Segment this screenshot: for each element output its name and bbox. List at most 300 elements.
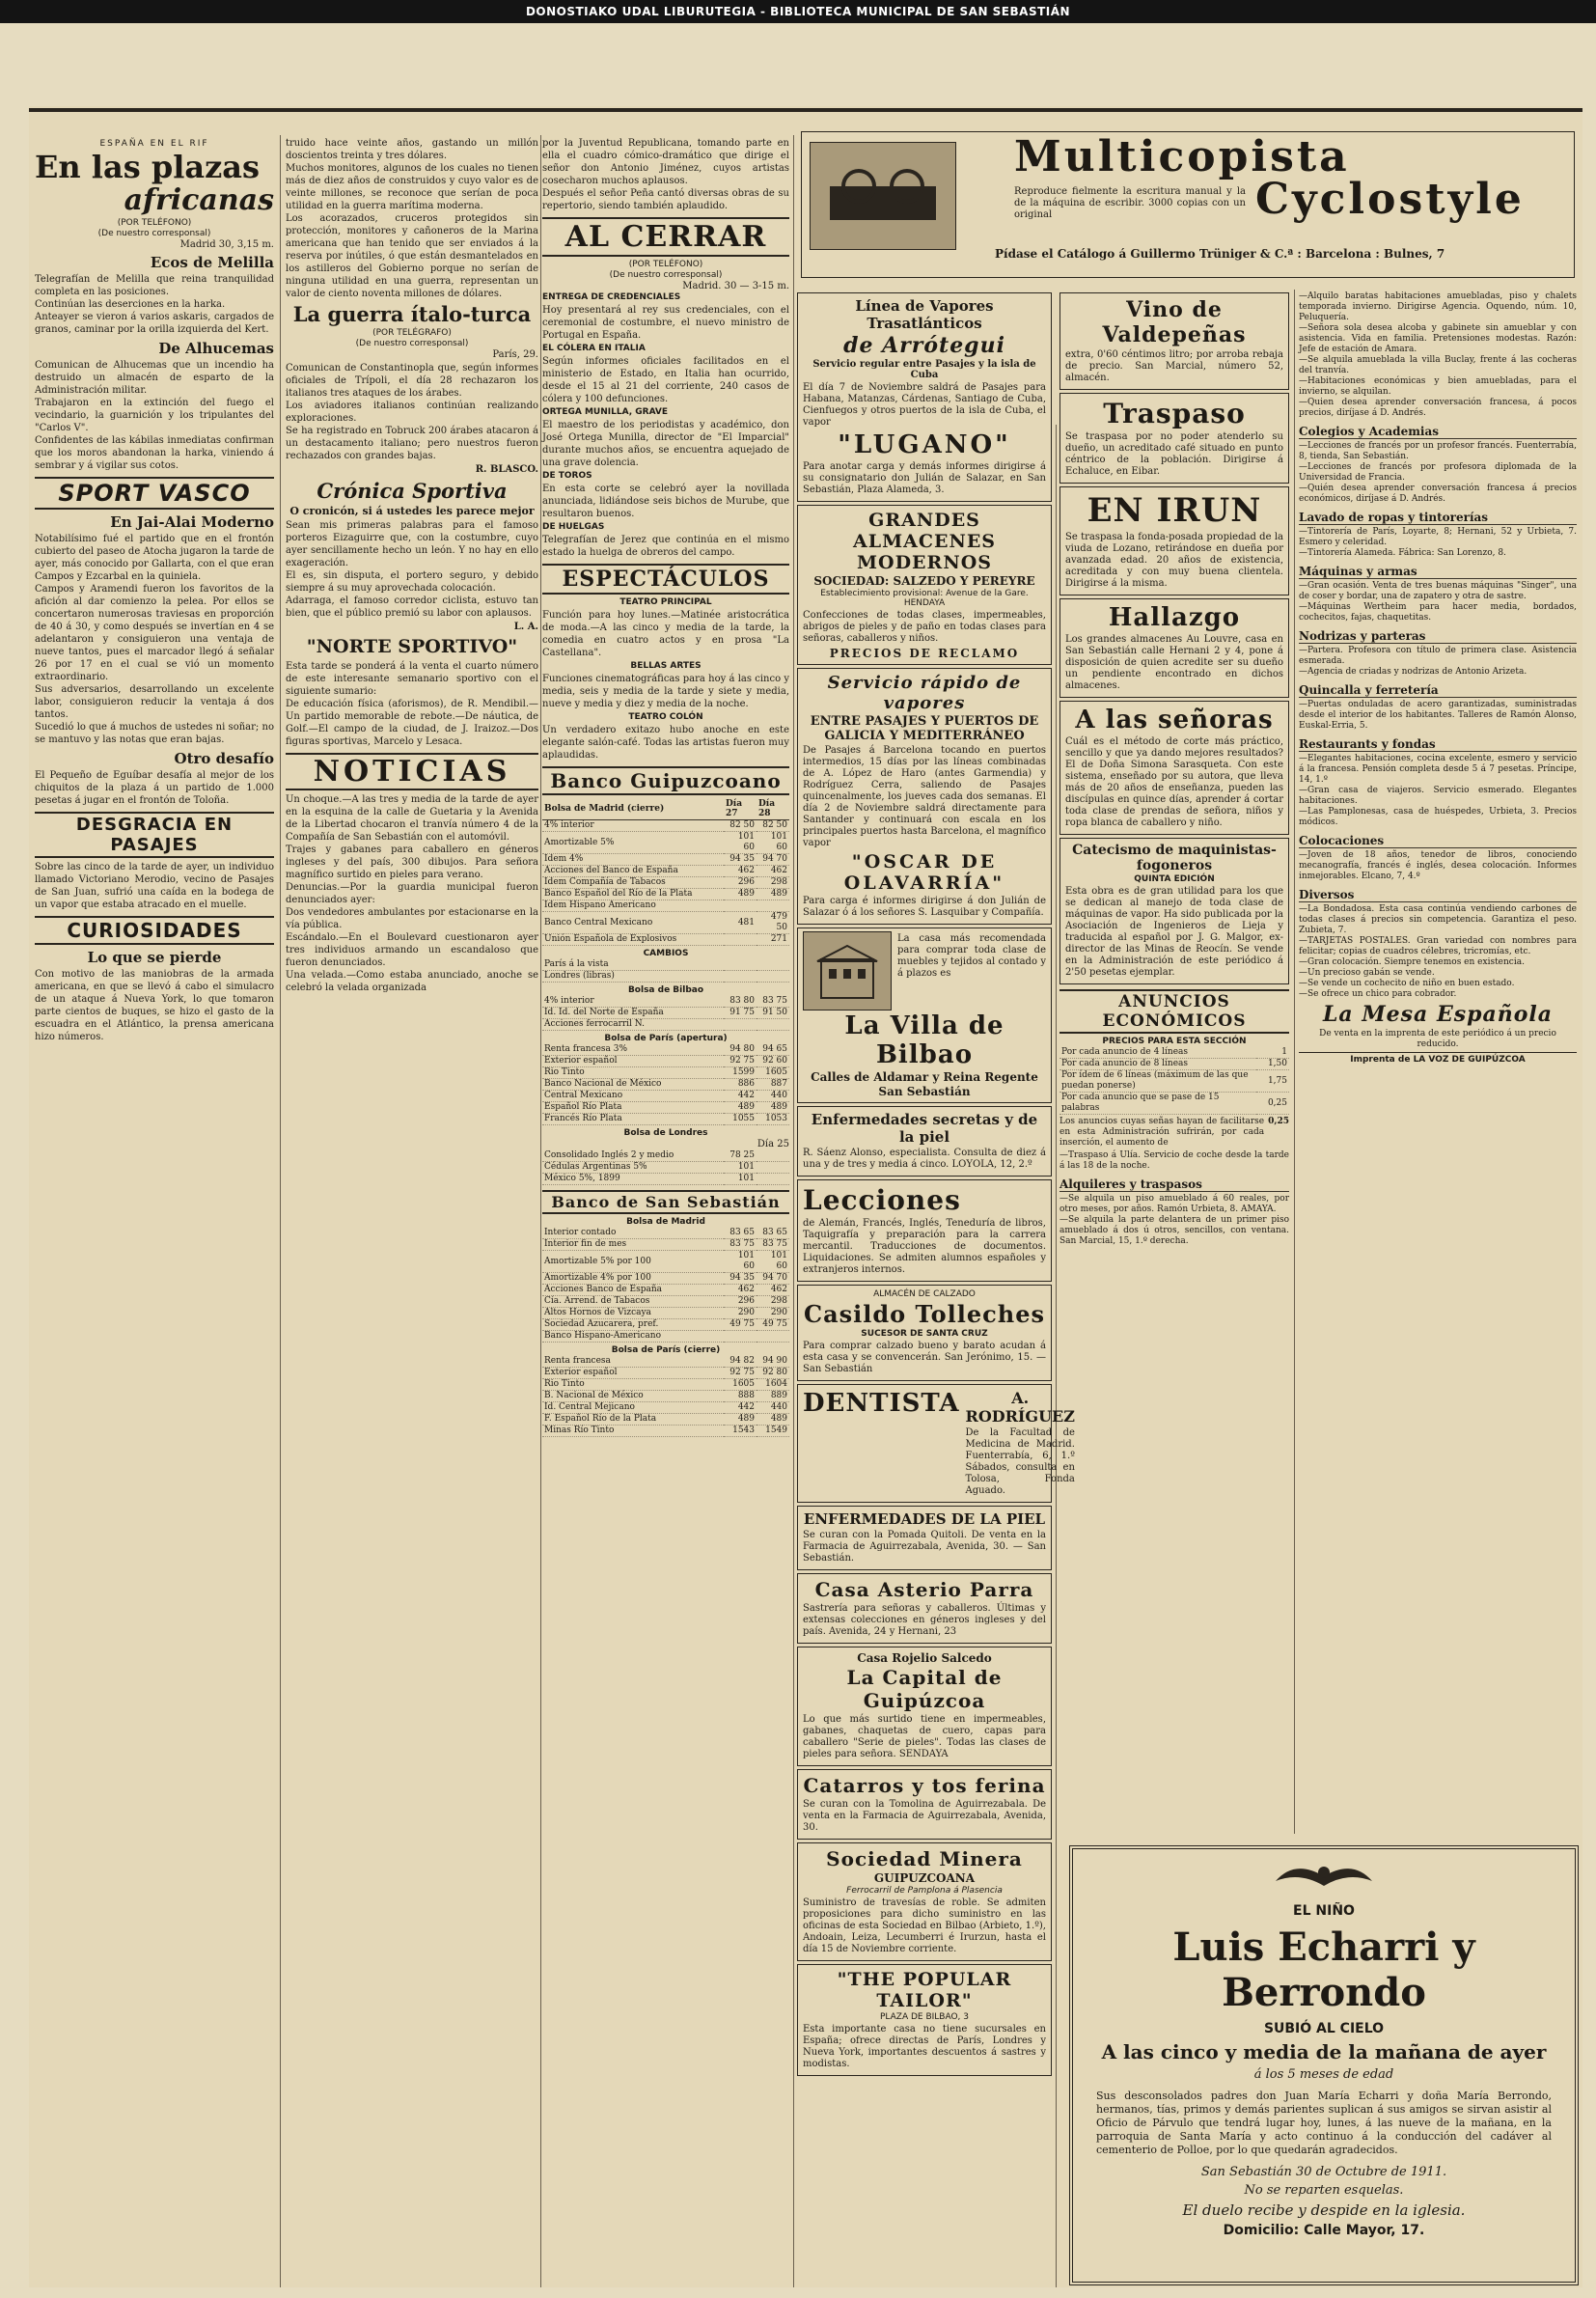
classified-text: De venta en la imprenta de este periódico á un precio reducido. xyxy=(1319,1029,1556,1049)
category-colegios: Colegios y Academias xyxy=(1299,425,1577,439)
table-cell-value: 94 80 xyxy=(724,1044,757,1056)
obituary-line: A las cinco y media de la mañana de ayer xyxy=(1101,2040,1547,2063)
table-cell-label: Por cada anuncio de 8 líneas xyxy=(1059,1059,1256,1070)
ad-title: La Mesa Española xyxy=(1322,1002,1554,1027)
table-cell-value xyxy=(757,959,789,971)
column-1 xyxy=(35,135,274,2287)
prices-note-text: Los anuncios cuyas señas hayan de facilitarse en esta Administración sufrirán, por cada inserción, el aumento de xyxy=(1059,1117,1265,1148)
table-cell-value xyxy=(757,1150,789,1162)
article-text: El maestro de los periodistas y académico, don José Ortega Munilla, director de "El Imparcial" durante muchos años, se encuentra aquejado de una grave dolencia. xyxy=(542,420,789,468)
table-cell-label: Idem Compañía de Tabacos xyxy=(542,877,724,889)
ad-text: De Pasajes á Barcelona tocando en puertos intermedios, 15 días por las líneas combinadas de A. López de Haro (antes Garmendia) y Rodríguez Cerra, saliendo de Pasajes quincenalmente, los jueves cada dos semanas. El día 2 de Noviembre saldrá directamente para Santander y continuará con escala en los principales puertos hasta Barcelona, el magnífico vapor xyxy=(803,745,1046,848)
table-cell-label: Amortizable 5% por 100 xyxy=(542,1251,724,1273)
ad-text: extra, 0'60 céntimos litro; por arroba rebaja de precio. San Marcial, número 52, almacén. xyxy=(1065,349,1283,383)
table-row xyxy=(542,1356,789,1368)
byline: (POR TELÉGRAFO) xyxy=(372,328,452,338)
ad-text: Se traspasa por no poder atenderlo su dueño, un acreditado café situado en punto céntrico de la población. Dirigirse á Echaluce, en Eibar. xyxy=(1065,431,1283,477)
table-cell-value: 1605 xyxy=(724,1379,757,1391)
table-cell-value: 1053 xyxy=(757,1114,789,1125)
table-row xyxy=(542,1319,789,1331)
headline-guerra: La guerra ítalo-turca xyxy=(292,302,532,326)
ad-text: Suministro de travesías de roble. Se admiten proposiciones para dicho suministro en las oficinas de esta Sociedad en Bilbao (Arbieto, 1.º), Andoain, Leiza, Lecumberri é Irurzun, hasta el día 15 de Noviembre corriente. xyxy=(803,1897,1046,1954)
table-cell-value: 489 xyxy=(757,1414,789,1426)
table-header: Día 27 xyxy=(724,798,757,820)
table-cell-value xyxy=(757,1174,789,1185)
table-cell-value: 101 xyxy=(724,1174,757,1185)
ad-text: Se curan con la Tomolina de Aguirrezabala. De venta en la Farmacia de Aguirrezabala, Avenida, 30. xyxy=(803,1799,1046,1833)
table-cell-value: 82 50 xyxy=(724,820,757,832)
section-title-curiosidades: CURIOSIDADES xyxy=(35,916,274,945)
table-row xyxy=(1059,1093,1289,1115)
table-cell-label: Acciones del Banco de España xyxy=(542,866,724,877)
table-cell-value: 290 xyxy=(724,1308,757,1319)
table-cell-value: 886 xyxy=(724,1079,757,1091)
table-cell-label: Idem 4% xyxy=(542,854,724,866)
table-cell-value: 83 65 xyxy=(724,1228,757,1239)
ad-valdepenas xyxy=(1059,292,1289,390)
table-cell-label: Exterior español xyxy=(542,1368,724,1379)
cronica-subtitle: O cronicón, si á ustedes les parece mejor xyxy=(289,505,535,517)
ad-footer: PRECIOS DE RECLAMO xyxy=(829,647,1020,660)
banco-guipuzcoano-title: Banco Guipuzcoano xyxy=(542,766,789,795)
stock-table-bilbao xyxy=(542,996,789,1031)
table-cell-value: 440 xyxy=(757,1402,789,1414)
table-row xyxy=(542,1114,789,1125)
table-cell-label: Francés Río Plata xyxy=(542,1114,724,1125)
subheading: Bolsa de Madrid xyxy=(626,1217,705,1227)
duplicator-machine-icon xyxy=(820,157,946,235)
table-cell-value: 92 80 xyxy=(757,1368,789,1379)
table-cell-value: 92 75 xyxy=(724,1368,757,1379)
article-text: Un verdadero exitazo hubo anoche en este elegante salón-café. Todas las artistas fueron muy aplaudidas. xyxy=(542,725,789,761)
section-title-al-cerrar: AL CERRAR xyxy=(542,217,789,257)
table-cell-label: Consolidado Inglés 2 y medio xyxy=(542,1150,724,1162)
table-row xyxy=(542,1174,789,1185)
table-cell-value: 296 xyxy=(724,877,757,889)
table-cell-value: 91 75 xyxy=(724,1008,757,1019)
table-cell-value: 94 35 xyxy=(724,1273,757,1285)
ad-enfermedades-piel xyxy=(797,1506,1052,1570)
ad-title: Casildo Tolleches xyxy=(803,1300,1045,1328)
byline-2: (De nuestro corresponsal) xyxy=(609,270,723,280)
ad-capital-guipuzcoa xyxy=(797,1647,1052,1766)
table-row xyxy=(542,1426,789,1437)
subheading-melilla: Ecos de Melilla xyxy=(150,254,274,271)
table-cell-label: Amortizable 4% por 100 xyxy=(542,1273,724,1285)
table-row xyxy=(542,1414,789,1426)
headline-norte-sportivo: "NORTE SPORTIVO" xyxy=(306,636,518,657)
table-cell-value: 462 xyxy=(757,1285,789,1296)
column-2 xyxy=(286,135,538,2287)
category-lavado: Lavado de ropas y tintorerías xyxy=(1299,511,1577,525)
ad-title: La Villa de Bilbao xyxy=(844,1011,1004,1069)
ad-subtitle: ENTRE PASAJES Y PUERTOS DE GALICIA Y MEDITERRÁNEO xyxy=(810,714,1039,743)
subheading-lo-que-se-pierde: Lo que se pierde xyxy=(87,949,222,966)
table-cell-value: 442 xyxy=(724,1402,757,1414)
ad-title: Enfermedades secretas y de la piel xyxy=(811,1111,1038,1146)
table-cell-value: 83 75 xyxy=(724,1239,757,1251)
table-row xyxy=(542,1239,789,1251)
table-cell-value: 489 xyxy=(724,889,757,900)
ad-sociedad-minera xyxy=(797,1842,1052,1961)
table-cell-value: 1543 xyxy=(724,1426,757,1437)
table-row xyxy=(542,854,789,866)
table-cell-value: 94 70 xyxy=(757,1273,789,1285)
subheading: PRECIOS PARA ESTA SECCIÓN xyxy=(1102,1037,1247,1046)
table-cell-value: 1604 xyxy=(757,1379,789,1391)
table-cell-value: 1,75 xyxy=(1256,1070,1289,1093)
table-cell-label: Español Río Plata xyxy=(542,1102,724,1114)
table-row xyxy=(542,832,789,854)
table-row xyxy=(542,959,789,971)
ad-calzado xyxy=(797,1285,1052,1381)
ad-asterio-parra xyxy=(797,1573,1052,1644)
table-cell-value: 1605 xyxy=(757,1067,789,1079)
ad-heading: Línea de Vapores Trasatlánticos xyxy=(855,297,994,332)
table-cell-value: 94 82 xyxy=(724,1356,757,1368)
section-kicker: ESPAÑA EN EL RIF xyxy=(99,139,209,149)
subheading: TEATRO PRINCIPAL xyxy=(619,597,712,607)
stock-table-paris xyxy=(542,1044,789,1125)
table-cell-value: 49 75 xyxy=(757,1319,789,1331)
ad-kicker: ALMACÉN DE CALZADO xyxy=(873,1289,976,1299)
article-text: Un choque.—A las tres y media de la tarde de ayer en la esquina de la calle de Guetaria y la Avenida de la Libertad chocaron el tranvía número 4 de la Compañía de San Sebastián con el automóvil. Trajes y gabanes para caballero en géneros ingleses y del país, 300 dibujos. Para señora magnífico surtido en pieles para verano. Denuncias.—Por la guardia municipal fueron denunciados ayer: Dos vendedores ambulantes por estacionarse en la vía pública. Escándalo.—En el Boulevard cuestionaron ayer tres individuos armando un escandaloso que fueron denunciados. Una velada.—Como estaba anunciado, anoche se celebró la velada organizada xyxy=(286,794,538,993)
table-cell-value: 1 xyxy=(1256,1047,1289,1059)
ad-popular-tailor xyxy=(797,1964,1052,2076)
stock-table-ss-paris xyxy=(542,1356,789,1437)
table-row xyxy=(542,1228,789,1239)
obituary-text: Sus desconsolados padres don Juan María Echarri y doña María Berrondo, hermanos, tías, primos y demás parientes suplican á sus amigos se sirvan asistir al Oficio de Párvulo que tendrá lugar hoy, lunes, á las nueve de la mañana, en la parroquia de Santa María y acto continuo á la conducción del cadáver al cementerio de Polloe, por lo que quedarán agradecidos. xyxy=(1096,2090,1552,2156)
ad-text: Para anotar carga y demás informes dirigirse á su consignatario don Julián de Salazar, en San Sebastián, Plaza Alameda, 3. xyxy=(803,461,1046,495)
table-cell-value xyxy=(724,1019,757,1031)
subheading: Bolsa de París (apertura) xyxy=(604,1034,728,1043)
table-row xyxy=(542,820,789,832)
table-header: Día 28 xyxy=(757,798,789,820)
ad-text: de Alemán, Francés, Inglés, Teneduría de libros, Taquigrafía y preparación para la carrera mercantil. Traducciones de documentos. Liquidaciones. Se admiten alumnos españoles y extranjeros internos. xyxy=(803,1218,1046,1275)
article-text: En esta corte se celebró ayer la novillada anunciada, lidiándose seis bichos de Murube, que resultaron buenos. xyxy=(542,484,789,519)
table-row xyxy=(542,912,789,934)
table-row xyxy=(542,1331,789,1343)
article-text: Esta tarde se ponderá á la venta el cuarto número de este interesante semanario sportivo con el siguiente sumario: De educación física (aforismos), de R. Mendibil.—Un partido memorable de rebote.—De náutica, de Golf.—El campo de la ciudad, de J. Iraizoz.—Dos figuras sportivas, Marcelo y Lesaca. xyxy=(286,661,538,747)
table-row xyxy=(542,1391,789,1402)
category-diversos: Diversos xyxy=(1299,888,1577,902)
table-cell-value: 440 xyxy=(757,1091,789,1102)
table-cell-value: 94 90 xyxy=(757,1356,789,1368)
category-alquileres: Alquileres y traspasos xyxy=(1059,1177,1289,1192)
table-cell-label: Unión Española de Explosivos xyxy=(542,934,724,946)
table-row xyxy=(542,1091,789,1102)
table-cell-value: 92 60 xyxy=(757,1056,789,1067)
table-cell-label: Banco Español del Río de la Plata xyxy=(542,889,724,900)
headline-cronica: Crónica Sportiva xyxy=(316,479,508,503)
top-rule xyxy=(29,108,1582,112)
table-cell-value: 489 xyxy=(724,1102,757,1114)
table-cell-value xyxy=(757,900,789,912)
subheading: Bolsa de Bilbao xyxy=(627,985,704,995)
category-restaurants: Restaurants y fondas xyxy=(1299,737,1577,752)
article-text: Sean mis primeras palabras para el famoso porteros Eizaguirre que, con la costumbre, cuyo ayer sencillamente hecho un león. Y no hay en ello exageración. El es, sin disputa, el portero seguro, y debido siempre á su muy aprovechada colocación. Adarraga, el famoso corredor ciclista, estuvo tan bien, que el público premió su labor con aplausos. xyxy=(286,520,538,619)
exchange-table xyxy=(542,959,789,983)
table-cell-value: 462 xyxy=(724,1285,757,1296)
ad-text: Cuál es el método de corte más práctico, sencillo y que ya dando mejores resultados? El de Doña Simona Sarasqueta. Con este sistema, enseñado por su autora, que lleva más de 20 años de enseñanza, pueden las discípulas en quince días, aprender á cortar toda clase de prendas de señora, niños y ropa blanca de caballero y niño. xyxy=(1065,736,1283,828)
ad-subtitle: QUINTA EDICIÓN xyxy=(1134,874,1215,884)
table-date-label: Día 25 xyxy=(757,1139,789,1149)
imprint: Imprenta de LA VOZ DE GUIPÚZCOA xyxy=(1299,1052,1577,1065)
table-cell-label: Cía. Arrend. de Tabacos xyxy=(542,1296,724,1308)
subheading: Bolsa de París (cierre) xyxy=(611,1345,721,1355)
article-text: truido hace veinte años, gastando un millón doscientos treinta y tres dólares. Muchos monitores, algunos de los cuales no tienen más de diez años de construidos y cuyo valor es de veinte millones, se reconoce que serían de poca utilidad en la guerra marítima moderna. Los acorazados, cruceros protegidos sin protección, monitores y cañoneros de la Marina americana que han tenido que ser enviados á la reserva por inútiles, ó que están desmantelados en los astilleros del Gobierno porque no serían de ninguna utilidad en una guerra, representan un valor de ciento noventa millones de dólares. xyxy=(286,138,538,299)
ad-subtitle: SUCESOR DE SANTA CRUZ xyxy=(861,1329,988,1339)
table-cell-value: 1599 xyxy=(724,1067,757,1079)
table-row xyxy=(1059,1070,1289,1093)
table-cell-value: 94 35 xyxy=(724,854,757,866)
category-maquinas: Máquinas y armas xyxy=(1299,565,1577,579)
column-6 xyxy=(1299,290,1577,1834)
table-cell-label: Id. Id. del Norte de España xyxy=(542,1008,724,1019)
table-cell-label: México 5%, 1899 xyxy=(542,1174,724,1185)
table-cell-value: 290 xyxy=(757,1308,789,1319)
table-cell-label: B. Nacional de México xyxy=(542,1391,724,1402)
ad-text: Los grandes almacenes Au Louvre, casa en San Sebastián calle Hernani 2 y 4, pone á disposición de quien acredite ser su dueño un pendiente encontrado en dichos almacenes. xyxy=(1065,634,1283,691)
stock-table-madrid xyxy=(542,798,789,946)
ad-linea-vapores xyxy=(797,292,1052,502)
duplicator-illustration xyxy=(810,142,956,250)
ad-text: Lo que más surtido tiene en impermeables, gabanes, chaquetas de cuero, capas para caballero "Serie de pieles". Todas las clases de pieles para señora. SENDAYA xyxy=(803,1714,1046,1759)
subheading-alhucemas: De Alhucemas xyxy=(158,340,274,357)
article-text: Notabilísimo fué el partido que en el frontón cubierto del paseo de Atocha jugaron la tarde de ayer, más conocido por Gallarta, con el que eran Campos y Ezcarbal en la quiniela. Campos y Aramendi fueron los favoritos de la afición al dar comienzo la pelea. Por ellos se concertaron numerosas traviesas en proporción de 40 á 30, y como después se invertían en 4 se adelantaron y consiguieron una ventaja de nueve tantos, pues el marcador llegó á señalar 26 por 17 en el cual se vió un momento extraordinario. Sus adversarios, desarrollando un excelente labor, consiguieron reducir la ventaja á dos tantos. Sucedió lo que á muchos de ustedes ni soñar; no se mantuvo y las notas que eran bajas. xyxy=(35,534,274,745)
table-cell-value xyxy=(757,1162,789,1174)
subheading-otro-desafio: Otro desafío xyxy=(174,750,274,767)
table-cell-label: 4% interior xyxy=(542,820,724,832)
table-row xyxy=(542,1162,789,1174)
table-row xyxy=(542,1056,789,1067)
table-row xyxy=(542,1285,789,1296)
section-title-anuncios: ANUNCIOS ECONÓMICOS xyxy=(1059,989,1289,1034)
table-cell-label: F. Español Río de la Plata xyxy=(542,1414,724,1426)
ad-prices-table xyxy=(1059,1047,1289,1115)
article-text: Funciones cinematográficas para hoy á las cinco y media, seis y media de la tarde y siete y media, nueve y media y diez y media de la noche. xyxy=(542,674,789,709)
table-cell-label: Por cada anuncio que se pase de 15 palabras xyxy=(1059,1093,1256,1115)
dateline: París, 29. xyxy=(492,349,538,360)
table-cell-value: 83 65 xyxy=(757,1228,789,1239)
obituary-line: á los 5 meses de edad xyxy=(1253,2067,1394,2082)
classified-text: —Elegantes habitaciones, cocina excelente, esmero y servicio á la francesa. Pensión completa desde 5 á 7 pesetas. Príncipe, 14, 1.º —Gran casa de viajeros. Servicio esmerado. Elegantes habitaciones. —Las Pamplonesas, casa de huéspedes, Urbieta, 3. Precios módicos. xyxy=(1299,754,1577,827)
table-row xyxy=(542,1368,789,1379)
ad-subtitle: Establecimiento provisional: Avenue de la Gare. HENDAYA xyxy=(820,589,1029,608)
banco-san-sebastian-title: Banco de San Sebastián xyxy=(542,1190,789,1214)
obituary-note: No se reparten esquelas. xyxy=(1244,2183,1404,2198)
table-cell-label: Rio Tinto xyxy=(542,1379,724,1391)
table-cell-value: 479 50 xyxy=(757,912,789,934)
article-text: Comunican de Alhucemas que un incendio ha destruido un almacén de esparto de la Administración militar. Trabajaron en la extinción del fuego el vecindario, la guarnición y los tripulantes del "Carlos V". Confidentes de las kábilas inmediatas confirman que los moros abandonan la harka, viniendo á sembrar y á vigilar sus cotos. xyxy=(35,360,274,471)
byline: (POR TELÉFONO) xyxy=(117,218,192,228)
table-cell-value xyxy=(757,1019,789,1031)
article-text: El Pequeño de Eguíbar desafía al mejor de los chiquitos de la plaza á un partido de 1.000 pesetas á jugar en el frontón de Toloña. xyxy=(35,770,274,806)
ad-catarros xyxy=(797,1769,1052,1840)
classified-text: —Gran ocasión. Venta de tres buenas máquinas "Singer", una de coser y bordar, una de zapatero y otra de sastre. —Máquinas Wertheim para hacer media, bordados, cochecitos, fajas, chaquetitas. xyxy=(1299,581,1577,623)
ad-senoras xyxy=(1059,701,1289,835)
table-cell-value: 489 xyxy=(724,1414,757,1426)
table-cell-value: 1,50 xyxy=(1256,1059,1289,1070)
ad-subtitle: GUIPUZCOANA xyxy=(873,1871,976,1885)
ship-name: "LUGANO" xyxy=(838,430,1011,459)
ad-subtitle: PLAZA DE BILBAO, 3 xyxy=(879,2012,969,2022)
table-row xyxy=(542,900,789,912)
ad-subtitle: Servicio regular entre Pasajes y la isla de Cuba xyxy=(812,359,1036,380)
category-quincalla: Quincalla y ferretería xyxy=(1299,683,1577,698)
table-cell-value: 481 xyxy=(724,912,757,934)
ad-title: ENFERMEDADES DE LA PIEL xyxy=(803,1510,1046,1528)
table-row xyxy=(542,1273,789,1285)
ad-title: "THE POPULAR TAILOR" xyxy=(837,1969,1012,2011)
ad-subtitle: Ferrocarril de Pamplona á Plasencia xyxy=(846,1886,1003,1896)
column-divider xyxy=(540,135,541,2287)
classified-text: —Joven de 18 años, tenedor de libros, conociendo mecanografía, francés é inglés, desea colocación. Informes inmejorables. Elcano, 7, 4.º xyxy=(1299,850,1577,881)
ad-title: Traspaso xyxy=(1103,398,1246,429)
ad-subtitle: San Sebastián xyxy=(878,1085,971,1098)
table-cell-label: Minas Río Tinto xyxy=(542,1426,724,1437)
ad-subtitle: Calles de Aldamar y Reina Regente xyxy=(811,1070,1038,1084)
table-cell-value: 83 75 xyxy=(757,996,789,1008)
table-cell-value: 296 xyxy=(724,1296,757,1308)
table-row xyxy=(542,1379,789,1391)
ad-title-2: Cyclostyle xyxy=(1255,175,1525,224)
obituary-address: Domicilio: Calle Mayor, 17. xyxy=(1223,2223,1425,2238)
table-cell-label: Por cada anuncio de 4 líneas xyxy=(1059,1047,1256,1059)
table-cell-value: 101 60 xyxy=(724,1251,757,1273)
ad-enfermedades xyxy=(797,1106,1052,1177)
table-row xyxy=(542,1008,789,1019)
subheading: TEATRO COLÓN xyxy=(628,712,703,722)
table-row xyxy=(542,889,789,900)
table-row xyxy=(542,1102,789,1114)
table-cell-value: 101 60 xyxy=(724,832,757,854)
stock-table-londres xyxy=(542,1150,789,1185)
table-cell-value: 462 xyxy=(757,866,789,877)
table-cell-label: Sociedad Azucarera, pref. xyxy=(542,1319,724,1331)
ad-text: Confecciones de todas clases, impermeables, abrigos de pieles y de paño en todas clases para señoras, caballeros y niños. xyxy=(803,610,1046,644)
table-cell-label: 4% interior xyxy=(542,996,724,1008)
classified-text: —Traspaso á Ulía. Servicio de coche desde la tarde á las 18 de la noche. xyxy=(1059,1150,1289,1171)
table-row xyxy=(1059,1059,1289,1070)
subheading: BELLAS ARTES xyxy=(630,661,702,671)
table-cell-label: Altos Hornos de Vizcaya xyxy=(542,1308,724,1319)
ad-text: El día 7 de Noviembre saldrá de Pasajes para Habana, Matanzas, Cárdenas, Santiago de Cuba, Cienfuegos y otros puertos de la isla de Cuba, el vapor xyxy=(803,382,1046,428)
table-cell-label: Cédulas Argentinas 5% xyxy=(542,1162,724,1174)
category-colocaciones: Colocaciones xyxy=(1299,834,1577,848)
table-row xyxy=(542,877,789,889)
column-divider xyxy=(1056,425,1057,2287)
table-cell-value: 888 xyxy=(724,1391,757,1402)
table-cell-value: 101 60 xyxy=(757,1251,789,1273)
ad-hallazgo xyxy=(1059,598,1289,698)
section-title-espectaculos: ESPECTÁCULOS xyxy=(542,564,789,595)
table-cell-label: Banco Hispano-Americano xyxy=(542,1331,724,1343)
table-cell-label: Londres (libras) xyxy=(542,971,724,983)
table-cell-label: Por ídem de 6 líneas (máximum de las que puedan ponerse) xyxy=(1059,1070,1256,1093)
ad-title: de Arrótegui xyxy=(843,333,1005,358)
ad-title: Catarros y tos ferina xyxy=(803,1774,1046,1797)
prices-note xyxy=(1059,1117,1289,1149)
table-cell-value xyxy=(724,934,757,946)
ad-title: Vino de Valdepeñas xyxy=(1102,297,1247,347)
table-cell-label: Banco Central Mexicano xyxy=(542,912,724,934)
obituary-notice xyxy=(1069,1845,1579,2285)
ad-title: DENTISTA xyxy=(803,1389,960,1418)
obituary-kicker: EL NIÑO xyxy=(1293,1903,1355,1919)
table-cell-value: 82 50 xyxy=(757,820,789,832)
table-cell-label: Central Mexicano xyxy=(542,1091,724,1102)
article-text: Hoy presentará al rey sus credenciales, con el ceremonial de costumbre, el nuevo ministro de Portugal en España. xyxy=(542,305,789,341)
subheading: ORTEGA MUNILLA, GRAVE xyxy=(542,407,669,417)
ad-multicopista xyxy=(801,131,1575,278)
table-cell-value: 101 xyxy=(724,1162,757,1174)
prices-note-value: 0,25 xyxy=(1268,1117,1289,1126)
angel-ornament-icon xyxy=(1266,1857,1382,1896)
table-cell-value xyxy=(724,959,757,971)
article-text: Con motivo de las maniobras de la armada americana, en que se llevó á cabo el simulacro de un ataque á Nueva York, lo que tomaron parte cientos de buques, se hizo el gasto de la escuadra en el Atlántico, la prensa americana hizo números. xyxy=(35,969,274,1042)
column-divider xyxy=(280,135,281,2287)
ad-subtitle: A. RODRÍGUEZ xyxy=(965,1389,1075,1426)
ad-title: EN IRUN xyxy=(1087,491,1262,530)
ship-name: "OSCAR DE OLAVARRÍA" xyxy=(843,851,1005,894)
table-row xyxy=(542,996,789,1008)
obituary-note: El duelo recibe y despide en la iglesia. xyxy=(1182,2201,1466,2219)
table-row xyxy=(542,1044,789,1056)
ad-villa-de-bilbao xyxy=(797,928,1052,1103)
classified-text: —Tintorería de París, Loyarte, 8; Hernani, 52 y Urbieta, 7. Esmero y celeridad. —Tintorería Alameda. Fábrica: San Lorenzo, 8. xyxy=(1299,527,1577,558)
ad-title: Hallazgo xyxy=(1108,603,1241,632)
article-text: Función para hoy lunes.—Matinée aristocrática de moda.—A las cinco y media de la tarde, la comedia en cuatro actos y en prosa "La Castellana". xyxy=(542,610,789,658)
table-cell-label: Rio Tinto xyxy=(542,1067,724,1079)
table-row xyxy=(542,1079,789,1091)
table-row xyxy=(542,1150,789,1162)
headline-continued: africanas xyxy=(124,183,274,217)
table-cell-value: 887 xyxy=(757,1079,789,1091)
obituary-line: SUBIÓ AL CIELO xyxy=(1263,2021,1385,2036)
table-cell-value: 489 xyxy=(757,1102,789,1114)
table-cell-label: Acciones Banco de España xyxy=(542,1285,724,1296)
classified-text: —Se alquila un piso amueblado á 60 reales, por otro meses, por años. Ramón Urbieta, 8. AMAYA. —Se alquila la parte delantera de un primer piso amueblado á dos ú otros, sencillos, con ventana. San Marcial, 15, 1.º derecha. xyxy=(1059,1194,1289,1246)
subheading: Bolsa de Londres xyxy=(623,1128,708,1138)
table-cell-value xyxy=(757,1331,789,1343)
article-text: por la Juventud Republicana, tomando parte en ella el cuadro cómico-dramático que dirige el señor don Antonio Jiménez, cuyos artistas cosecharon muchos aplausos. Después el señor Peña cantó diversas obras de su repertorio, siendo también aplaudido. xyxy=(542,138,789,211)
subheading-jaialai: En Jai-Alai Moderno xyxy=(110,513,274,531)
table-row xyxy=(542,866,789,877)
table-row xyxy=(542,1402,789,1414)
ad-text: De la Facultad de Medicina de Madrid. Fuenterrabía, 6, 1.º Sábados, consulta en Tolosa, Fonda Aguado. xyxy=(965,1427,1075,1496)
ad-title: Lecciones xyxy=(803,1184,961,1216)
column-5 xyxy=(1059,290,1289,1834)
table-cell-label: Renta francesa xyxy=(542,1356,724,1368)
classified-text: —La Bondadosa. Esta casa continúa vendiendo carbones de todas clases á precios sin competencia. Garantiza el peso. Zubieta, 7. —TARJETAS POSTALES. Gran variedad con nombres para felicitar; copias de cuadros célebres, tricromías, etc. —Gran colocación. Siempre tenemos en existencia. —Un precioso gabán se vende. —Se vende un cochecito de niño en buen estado. —Se ofrece un chico para cobrador. xyxy=(1299,904,1577,999)
classified-text: —Puertas onduladas de acero garantizadas, suministradas desde el interior de los habitantes. Talleres de Ramón Alonso, Euskal-Erria, 5. xyxy=(1299,700,1577,731)
table-cell-value: 1055 xyxy=(724,1114,757,1125)
ad-grandes-almacenes xyxy=(797,505,1052,665)
classified-text: —Alquilo baratas habitaciones amuebladas, piso y chalets temporada invierno. Dirigirse Agencia. Oquendo, núm. 10, Peluquería. —Señora sola desea alcoba y gabinete sin amueblar y con asistencia. Vida en familia. Pretensiones modestas. Razón: Jefe de estación de Amara. —Se alquila amueblada la villa Buclay, frente á las cocheras del tranvía. —Habitaciones económicas y bien amuebladas, para el invierno, se alquilan. —Quien desea aprender conversación francesa, á pocos precios, diríjase á D. Andrés. xyxy=(1299,291,1577,418)
table-row xyxy=(542,1308,789,1319)
table-cell-value: 889 xyxy=(757,1391,789,1402)
ad-title: A las señoras xyxy=(1075,706,1274,734)
byline-2: (De nuestro corresponsal) xyxy=(97,229,211,238)
table-row xyxy=(542,1067,789,1079)
table-cell-label: París á la vista xyxy=(542,959,724,971)
ad-title: La Capital de Guipúzcoa xyxy=(846,1666,1003,1712)
ad-text: Para carga é informes dirigirse á don Julián de Salazar ó á los señores S. Lasquibar y Compañía. xyxy=(803,896,1046,918)
ad-subtitle: SOCIEDAD: SALZEDO Y PEREYRE xyxy=(813,574,1035,588)
ad-title: Sociedad Minera xyxy=(826,1847,1023,1870)
building-icon xyxy=(813,942,881,1000)
